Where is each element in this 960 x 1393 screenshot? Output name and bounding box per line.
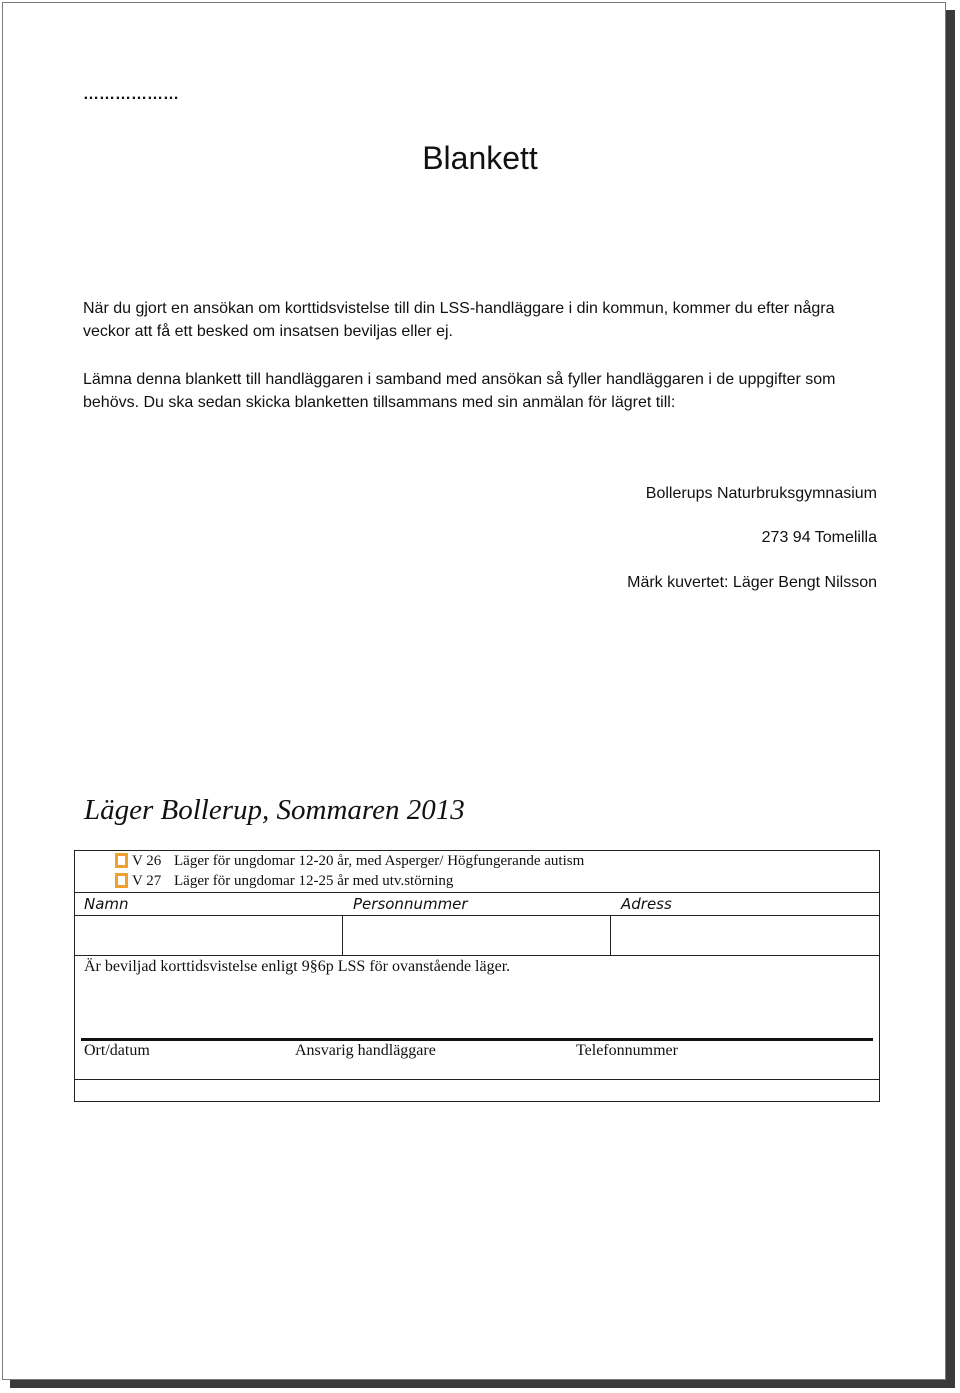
option-text: Läger för ungdomar 12-20 år, med Asperger/ Högfungerande autism [174,853,585,869]
option-week-label: V 26 [132,853,162,869]
page-shadow-bottom [10,1380,955,1388]
header-dots: ……………… [83,86,179,103]
option-week-27 [115,873,453,890]
personal-number-field[interactable] [343,916,609,955]
column-label-address: Adress [621,895,672,913]
checkbox-week-27[interactable] [115,873,128,888]
option-text: Läger för ungdomar 12-25 år med utv.störning [174,873,454,889]
divider [75,1079,879,1080]
page-frame [2,2,946,1380]
application-form [74,850,880,1102]
name-field[interactable] [75,916,341,955]
address-field[interactable] [611,916,879,955]
address-line-3: Märk kuvertet: Läger Bengt Nilsson [627,574,877,591]
signature-label-officer: Ansvarig handläggare [295,1042,436,1059]
approval-text: Är beviljad korttidsvistelse enligt 9§6p LSS för ovanstående läger. [84,958,511,975]
option-week-label: V 27 [132,873,162,889]
signature-label-phone: Telefonnummer [576,1042,678,1059]
column-label-name: Namn [84,895,129,913]
signature-line[interactable] [81,1038,873,1041]
page-shadow-right [946,10,955,1388]
checkbox-week-26[interactable] [115,853,128,868]
page-title: Blankett [422,140,538,176]
signature-label-place-date: Ort/datum [84,1042,150,1059]
divider [75,955,879,956]
camp-title: Läger Bollerup, Sommaren 2013 [84,794,465,826]
column-label-personal-number: Personnummer [353,895,468,913]
address-line-2: 273 94 Tomelilla [761,529,877,546]
intro-paragraph-2: Lämna denna blankett till handläggaren i samband med ansökan så fyller handläggaren i de uppgifter som behövs. Du ska sedan skicka blanketten tillsammans med sin anmälan för lägret till: [83,371,836,411]
address-line-1: Bollerups Naturbruksgymnasium [645,485,877,502]
option-week-26 [115,853,584,870]
intro-paragraph-1: När du gjort en ansökan om korttidsvistelse till din LSS-handläggare i din kommun, kommer du efter några veckor att få ett besked om insatsen beviljas eller ej. [83,300,835,340]
divider [75,892,879,893]
